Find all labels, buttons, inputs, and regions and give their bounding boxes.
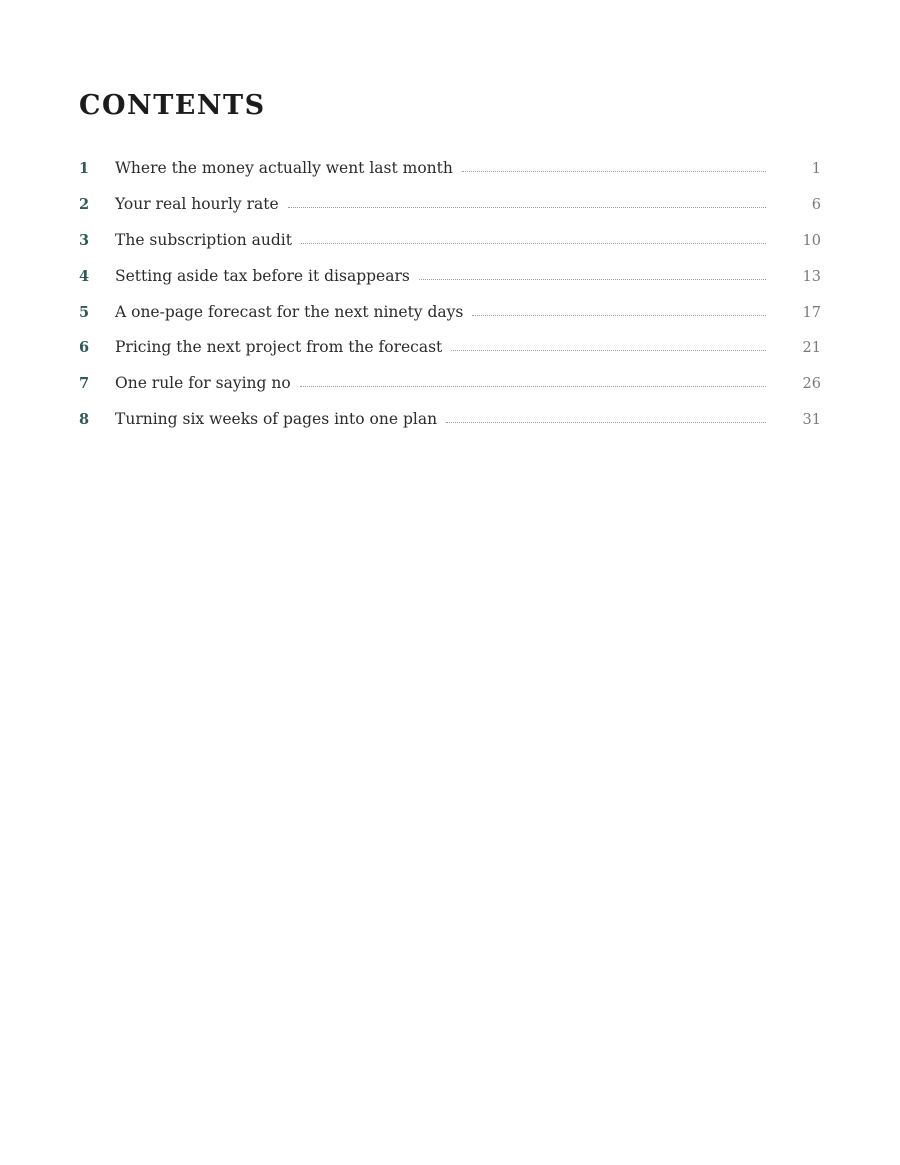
dot-leader bbox=[451, 350, 766, 351]
dot-leader bbox=[446, 422, 766, 423]
dot-leader bbox=[462, 171, 766, 172]
chapter-number: 6 bbox=[79, 339, 90, 357]
chapter-title[interactable]: Where the money actually went last month bbox=[115, 159, 453, 177]
chapter-number: 4 bbox=[79, 267, 90, 285]
chapter-title[interactable]: The subscription audit bbox=[115, 230, 292, 249]
toc-entry[interactable] bbox=[79, 294, 821, 330]
page-number: 10 bbox=[802, 232, 821, 249]
dot-leader bbox=[300, 386, 766, 387]
chapter-number: 3 bbox=[79, 231, 90, 249]
chapter-number: 8 bbox=[79, 411, 90, 429]
page-number: 13 bbox=[802, 268, 821, 285]
dot-leader bbox=[301, 243, 766, 244]
chapter-title[interactable]: One rule for saying no bbox=[115, 374, 291, 393]
toc-entry[interactable] bbox=[79, 365, 821, 401]
dot-leader bbox=[288, 207, 766, 208]
toc-entry[interactable] bbox=[79, 186, 821, 222]
chapter-title[interactable]: Your real hourly rate bbox=[115, 194, 279, 213]
chapter-number: 2 bbox=[79, 195, 90, 213]
chapter-number: 5 bbox=[79, 303, 90, 321]
contents-heading: CONTENTS bbox=[79, 90, 266, 121]
chapter-title[interactable]: A one-page forecast for the next ninety days bbox=[115, 302, 464, 321]
chapter-title[interactable]: Setting aside tax before it disappears bbox=[115, 266, 410, 285]
dot-leader bbox=[472, 315, 766, 316]
page-number: 21 bbox=[802, 340, 821, 357]
chapter-number: 1 bbox=[79, 160, 90, 177]
dot-leader bbox=[419, 279, 766, 280]
page-number: 1 bbox=[811, 161, 821, 177]
page-number: 17 bbox=[802, 304, 821, 321]
toc-entry[interactable] bbox=[79, 222, 821, 258]
toc-entry[interactable] bbox=[79, 329, 821, 365]
chapter-number: 7 bbox=[79, 375, 90, 393]
table-of-contents bbox=[79, 150, 821, 437]
toc-entry[interactable] bbox=[79, 150, 821, 186]
toc-entry[interactable] bbox=[79, 401, 821, 437]
toc-entry[interactable] bbox=[79, 258, 821, 294]
chapter-title[interactable]: Turning six weeks of pages into one plan bbox=[115, 410, 438, 429]
chapter-title[interactable]: Pricing the next project from the forecast bbox=[115, 338, 443, 357]
page-number: 26 bbox=[802, 376, 821, 393]
page-number: 31 bbox=[802, 412, 821, 429]
page-number: 6 bbox=[811, 196, 821, 213]
